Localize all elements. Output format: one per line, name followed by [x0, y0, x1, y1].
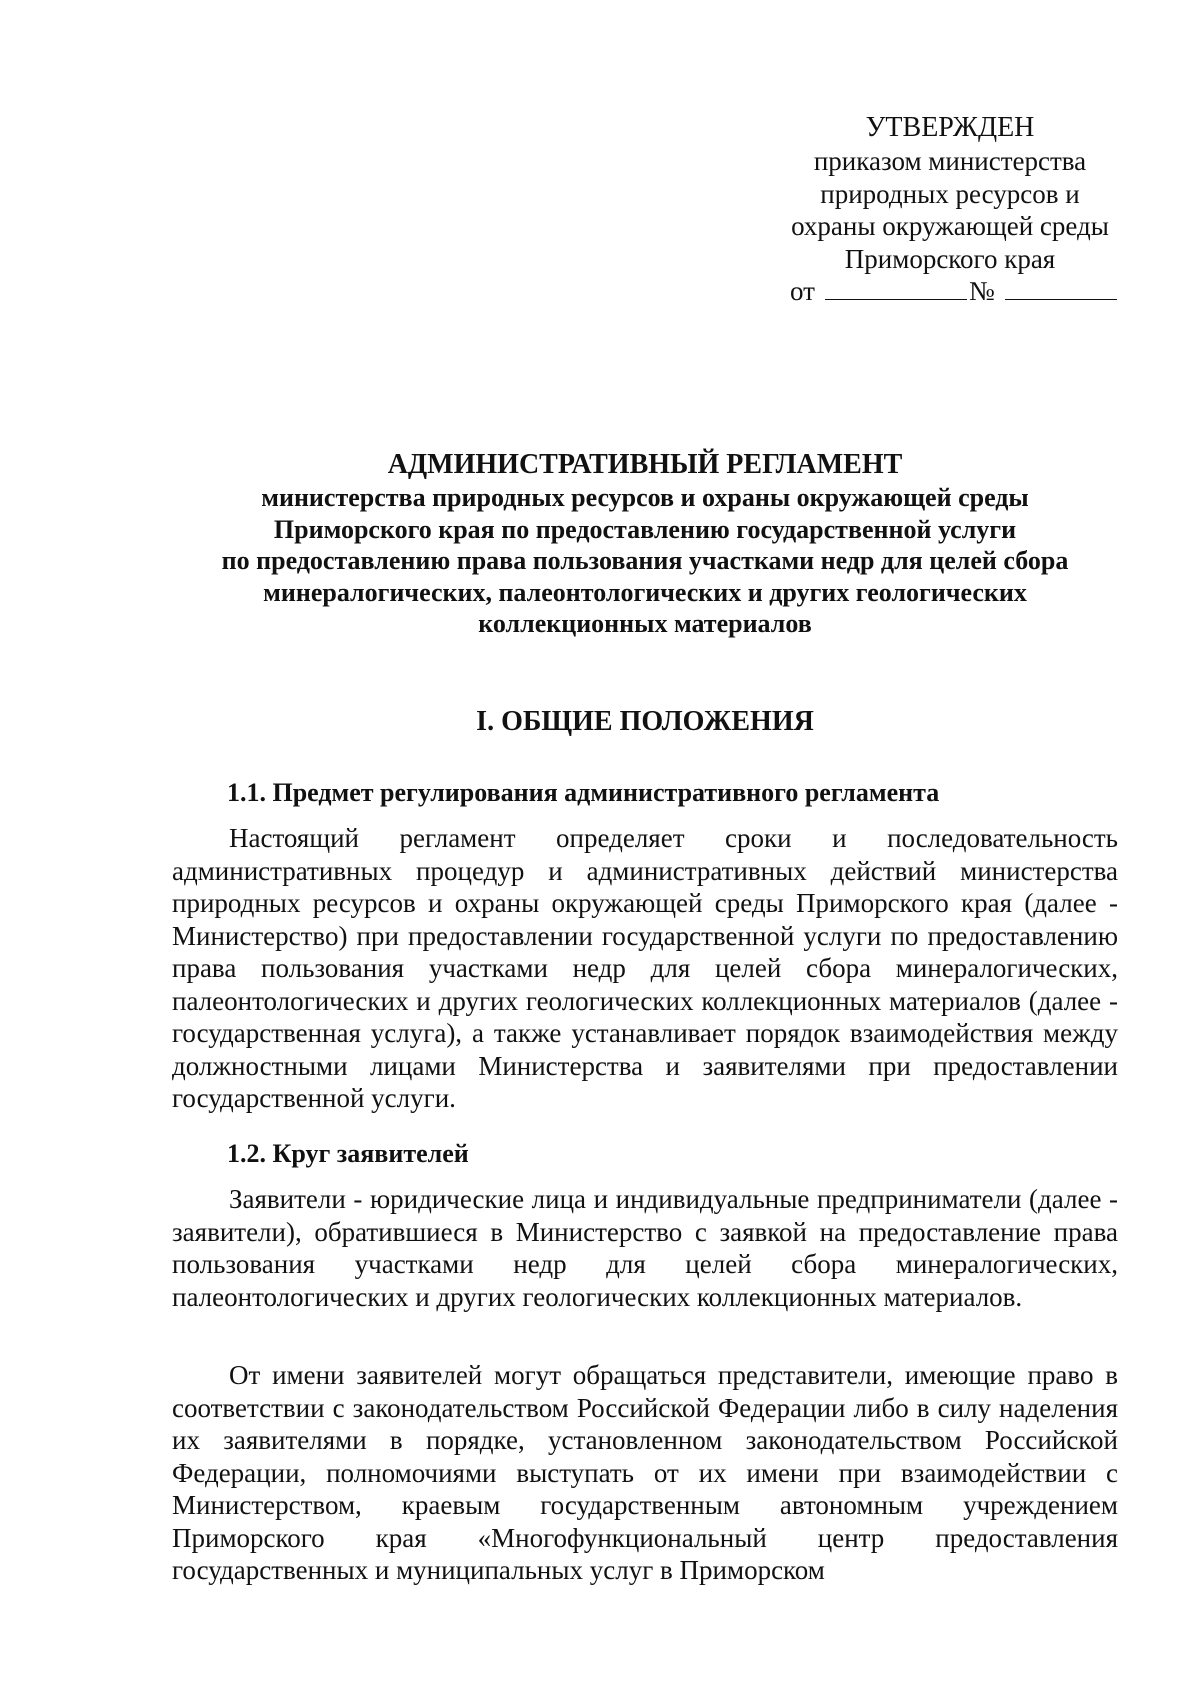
approval-line: охраны окружающей среды: [791, 211, 1109, 241]
document-subtitle-line: Приморского края по предоставлению государственной услуги: [273, 514, 1017, 544]
document-subtitle-line: министерства природных ресурсов и охраны окружающей среды: [261, 483, 1029, 512]
section-heading: I. ОБЩИЕ ПОЛОЖЕНИЯ: [476, 706, 814, 737]
subsection-heading: 1.1. Предмет регулирования административного регламента: [227, 778, 940, 807]
subsection-heading: 1.2. Круг заявителей: [227, 1139, 469, 1168]
number-sign: №: [968, 276, 995, 306]
approval-heading: УТВЕРЖДЕН: [865, 112, 1035, 143]
paragraph: Настоящий регламент определяет сроки и последовательность административных процедур и административных действий министерства природных ресурсов и охраны окружающей среды Приморского края (далее - Министерство) при предоставлении государственной услуги по предоставлению права пользования участками недр для целей сбора минералогических, палеонтологических и других геологических коллекционных материалов (далее - государственная услуга), а также устанавливает порядок взаимодействия между должностными лицами Министерства и заявителями при предоставлении государственной услуги.: [172, 823, 1118, 1113]
paragraph: От имени заявителей могут обращаться представители, имеющие право в соответствии с законодательством Российской Федерации либо в силу наделения их заявителями в порядке, установленном законодательством Российской Федерации, полномочиями выступать от их имени при взаимодействии с Министерством, краевым государственным автономным учреждением Приморского края «Многофункциональный центр предоставления государственных и муниципальных услуг в Приморском: [172, 1360, 1118, 1585]
approval-line: приказом министерства: [813, 146, 1087, 176]
document-subtitle-line: коллекционных материалов: [478, 609, 812, 638]
approval-stamp-block: [760, 111, 1140, 308]
document-title-block: [170, 448, 1120, 640]
approval-date-number-line: [760, 275, 1140, 308]
document-title: АДМИНИСТРАТИВНЫЙ РЕГЛАМЕНТ: [387, 449, 903, 480]
number-blank-line: [1005, 275, 1117, 300]
paragraph: Заявители - юридические лица и индивидуальные предприниматели (далее - заявители), обратившиеся в Министерство с заявкой на предоставление права пользования участками недр для целей сбора минералогических, палеонтологических и других геологических коллекционных материалов.: [172, 1184, 1118, 1312]
document-subtitle-line: минералогических, палеонтологических и других геологических: [263, 577, 1027, 607]
approval-line: природных ресурсов и: [820, 178, 1080, 209]
document-subtitle-line: по предоставлению права пользования участками недр для целей сбора: [221, 546, 1069, 575]
approval-line: Приморского края: [844, 243, 1056, 274]
date-prefix: от: [790, 276, 815, 306]
date-blank-line: [825, 275, 967, 300]
